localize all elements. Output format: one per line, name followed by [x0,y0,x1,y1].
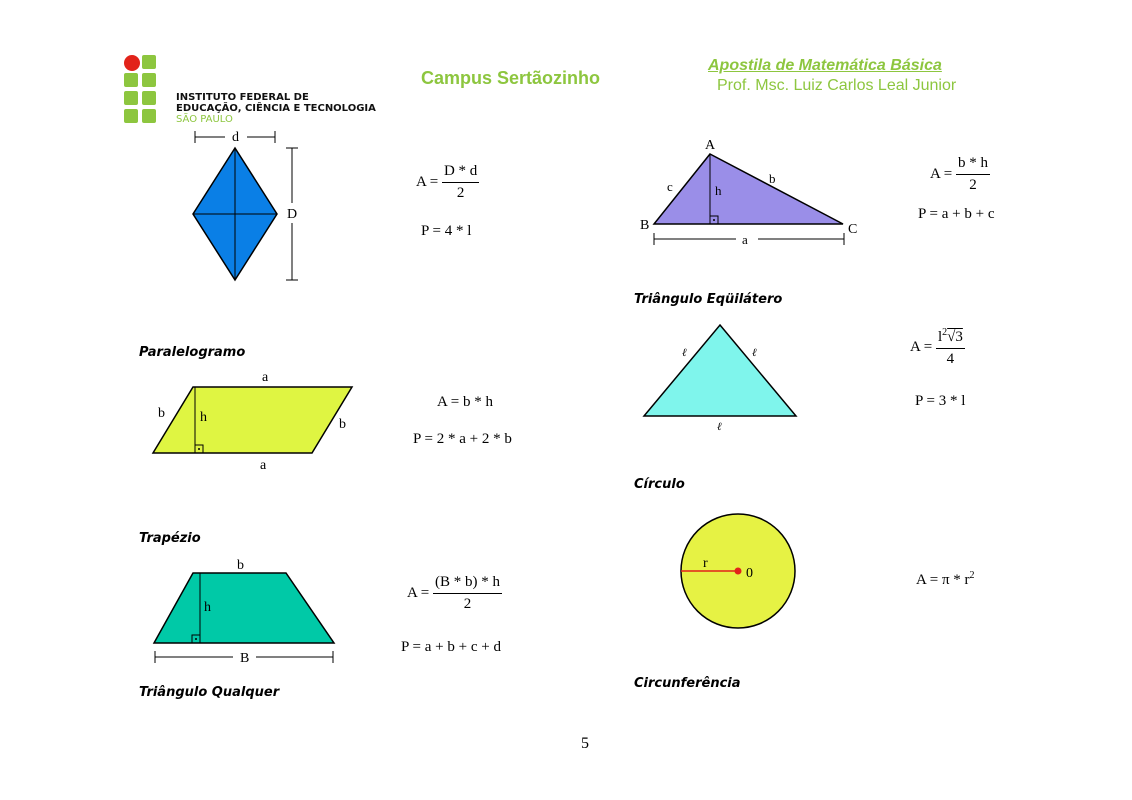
institute-name-line1: INSTITUTO FEDERAL DE [176,92,309,103]
circle-label-r: r [703,556,708,571]
trapezoid-label-B: B [240,651,250,666]
parallelogram-label-b-left: b [158,406,165,421]
institute-logo [123,54,376,125]
scalene-triangle-area-numerator: b * h [956,155,990,175]
trapezoid-perimeter-formula: P = a + b + c + d [401,639,501,655]
equilateral-area-exponent: 2 [942,327,948,338]
circle-area-formula: $A = \pi * r^2$ [916,570,975,588]
rhombus-perimeter-formula: P = 4 * l [421,223,472,239]
trapezoid-area-formula: A = $\frac{(B * b) * h}{2}$ [407,574,500,612]
trapezoid-figure [148,555,343,670]
circle-caption: Círculo [634,477,685,492]
equilateral-area-denominator: 4 [946,351,955,367]
triangle-label-B: B [640,218,650,233]
institute-name-line2: EDUCAÇÃO, CIÊNCIA E TECNOLOGIA [176,103,376,114]
scalene-triangle-area-denominator: 2 [969,177,977,193]
rhombus-figure [185,125,310,290]
equilateral-area-formula: A = $\frac{l^2√3}{4}$ [910,327,963,367]
trapezoid-label-h: h [204,600,211,615]
rhombus-area-numerator: D * d [442,163,479,183]
parallelogram-label-a-top: a [262,370,269,385]
equilateral-triangle-figure [640,318,805,433]
parallelogram-figure [145,365,365,475]
equilateral-triangle-caption: Triângulo Eqüilátero [634,292,783,307]
parallelogram-caption: Paralelogramo [139,345,246,360]
triangle-label-b: b [769,171,776,186]
rhombus-area-denominator: 2 [456,185,465,201]
rhombus-area-formula: A = $\frac{D * d}{2}$ [416,163,478,201]
equilateral-label-left-side: ℓ [682,347,687,359]
trapezoid-area-numerator: (B * b) * h [433,574,502,594]
scalene-triangle-perimeter-formula: P = a + b + c [918,206,995,222]
scalene-triangle-caption: Triângulo Qualquer [139,685,280,700]
circumference-caption: Circunferência [634,676,741,691]
parallelogram-area-formula: A = b * h [437,394,493,410]
triangle-label-A: A [705,138,716,153]
equilateral-perimeter-formula: P = 3 * l [915,393,966,409]
equilateral-area-root: √3 [947,329,963,345]
equilateral-label-base: ℓ [717,421,722,433]
parallelogram-label-b-right: b [339,417,346,432]
scalene-triangle-area-formula: A = $\frac{b * h}{2}$ [930,155,988,193]
logo-mark-icon [123,54,173,124]
circle-area-exponent: 2 [969,570,975,581]
circle-figure [678,513,800,633]
triangle-label-h: h [715,183,722,198]
page-number: 5 [581,735,589,752]
equilateral-area-base: l [937,329,943,345]
trapezoid-area-denominator: 2 [463,596,472,612]
triangle-label-c: c [667,179,673,194]
equilateral-label-right-side: ℓ [752,347,757,359]
triangle-label-C: C [848,222,858,237]
triangle-label-a: a [742,232,748,247]
rhombus-label-d: d [232,130,239,145]
institute-city: SÃO PAULO [176,114,233,125]
trapezoid-label-b: b [237,558,244,573]
parallelogram-label-h: h [200,410,207,425]
scalene-triangle-figure [638,135,868,250]
apostila-title: Apostila de Matemática Básica [708,57,942,74]
trapezoid-caption: Trapézio [139,531,201,546]
campus-title: Campus Sertãozinho [421,68,601,88]
professor-name: Prof. Msc. Luiz Carlos Leal Junior [717,77,957,94]
parallelogram-perimeter-formula: P = 2 * a + 2 * b [413,431,512,447]
parallelogram-label-a-bottom: a [260,458,267,473]
circle-label-center: 0 [746,566,753,581]
rhombus-label-D: D [287,207,298,222]
